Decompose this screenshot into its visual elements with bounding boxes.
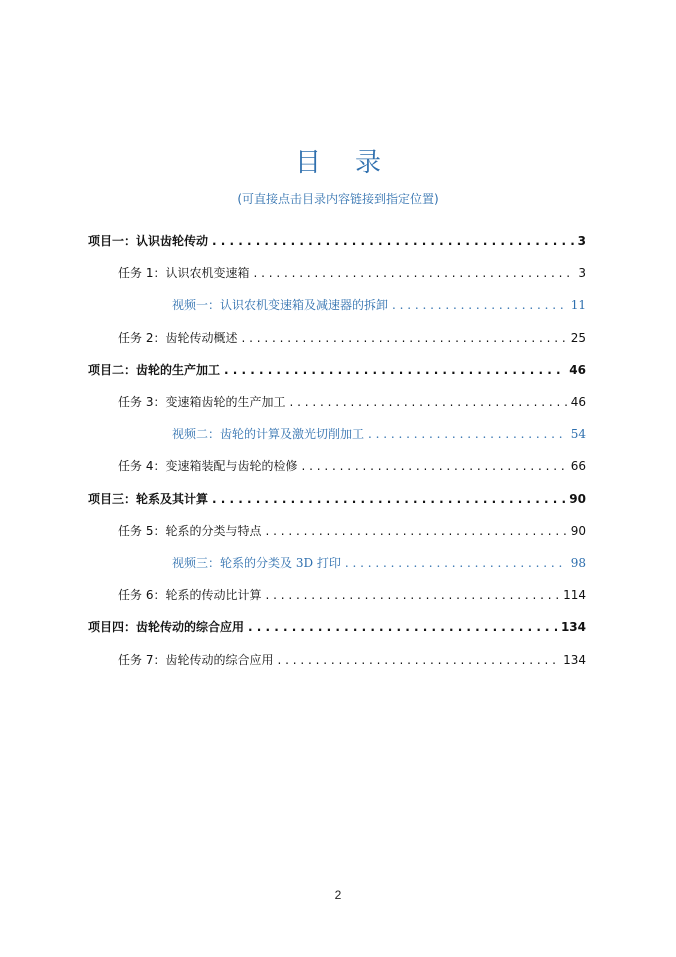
toc-entry-task[interactable] (118, 456, 586, 476)
toc-entry-project[interactable] (88, 231, 586, 251)
toc-entry-label: 任务 3：变速箱齿轮的生产加工 (118, 395, 286, 409)
toc-entry-task[interactable] (118, 328, 586, 348)
toc-entry-page-number: 3 (578, 266, 586, 280)
toc-entry-page-number: 25 (570, 331, 586, 345)
toc-entry-task[interactable] (118, 650, 586, 670)
toc-entry-task[interactable] (118, 392, 586, 412)
toc-dot-leader (345, 553, 567, 573)
toc-entry-label: 视频一：认识农机变速箱及减速器的拆卸 (172, 298, 389, 312)
toc-dot-leader (301, 456, 566, 476)
toc-dot-leader (248, 617, 557, 637)
toc-entry-label: 项目四：齿轮传动的综合应用 (88, 620, 245, 634)
toc-entry-page-number: 90 (570, 524, 586, 538)
toc-entry-project[interactable] (88, 489, 586, 509)
toc-title: 目录 (294, 148, 415, 178)
toc-entry-label: 任务 7：齿轮传动的综合应用 (118, 653, 274, 667)
toc-entry-page-number: 134 (563, 653, 586, 667)
toc-entry-task[interactable] (118, 263, 586, 283)
toc-dot-leader (392, 295, 567, 315)
toc-entry-page-number: 54 (570, 427, 586, 441)
toc-subtitle: (可直接点击目录内容链接到指定位置) (237, 192, 439, 206)
toc-dot-leader (289, 392, 566, 412)
toc-entry-task[interactable] (118, 521, 586, 541)
toc-entry-page-number: 46 (569, 363, 586, 377)
toc-entry-label: 任务 4：变速箱装配与齿轮的检修 (118, 459, 298, 473)
toc-entry-page-number: 134 (560, 620, 586, 634)
toc-entry-page-number: 90 (569, 492, 586, 506)
toc-entry-video[interactable] (172, 424, 586, 444)
toc-entry-page-number: 66 (570, 459, 586, 473)
toc-entry-task[interactable] (118, 585, 586, 605)
toc-dot-leader (241, 328, 566, 348)
toc-entry-label: 项目二：齿轮的生产加工 (88, 363, 221, 377)
toc-dot-leader (212, 231, 574, 251)
toc-entry-label: 项目一：认识齿轮传动 (88, 234, 209, 248)
toc-entry-video[interactable] (172, 295, 586, 315)
toc-entry-page-number: 11 (570, 298, 586, 312)
toc-entry-page-number: 114 (563, 588, 586, 602)
toc-entry-label: 视频三：轮系的分类及 3D 打印 (172, 556, 341, 570)
toc-entry-project[interactable] (88, 617, 586, 637)
toc-entry-label: 视频二：齿轮的计算及激光切削加工 (172, 427, 365, 441)
toc-entry-label: 任务 6：轮系的传动比计算 (118, 588, 262, 602)
toc-entry-label: 任务 5：轮系的分类与特点 (118, 524, 262, 538)
toc-dot-leader (265, 521, 566, 541)
toc-dot-leader (224, 360, 565, 380)
toc-entry-video[interactable] (172, 553, 586, 573)
toc-entry-page-number: 98 (570, 556, 586, 570)
page-number: 2 (334, 888, 342, 902)
toc-entry-page-number: 46 (570, 395, 586, 409)
toc-entry-label: 任务 2：齿轮传动概述 (118, 331, 238, 345)
toc-dot-leader (212, 489, 565, 509)
toc-dot-leader (265, 585, 559, 605)
toc-dot-leader (253, 263, 574, 283)
toc-entry-page-number: 3 (577, 234, 586, 248)
toc-dot-leader (368, 424, 567, 444)
toc-entry-label: 项目三：轮系及其计算 (88, 492, 209, 506)
toc-entry-project[interactable] (88, 360, 586, 380)
toc-dot-leader (277, 650, 559, 670)
toc-entry-label: 任务 1：认识农机变速箱 (118, 266, 250, 280)
